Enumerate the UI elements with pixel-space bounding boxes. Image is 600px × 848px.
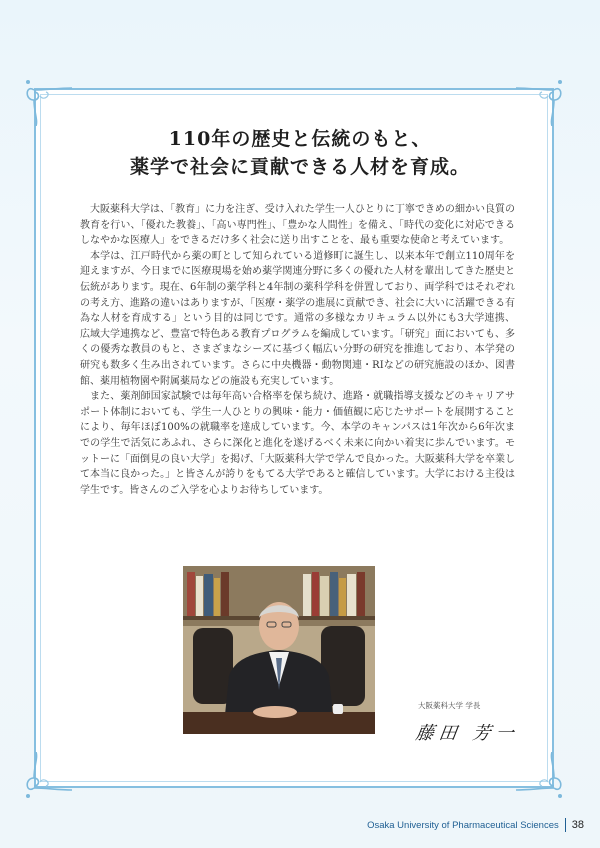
headline-line-2: 薬学で社会に貢献できる人材を育成。 (129, 156, 470, 178)
corner-flourish-icon (516, 72, 570, 126)
footer-divider (565, 818, 566, 832)
body-paragraph: 本学は、江戸時代から薬の町として知られている道修町に誕生し、以来本年で創立110周年を迎えますが、今日までに医療現場を始め薬学関連分野に多くの優れた人材を輩出してきた歴史と伝統があります。現在、6年制の薬学科と4年制の薬科学科を併置しており、両学科ではそれぞれの考え方、進路の違いはありますが、「医療・薬学の進展に貢献でき、社会に大いに活躍できる有為な人材を育成する」という目的は同じです。通常の多様なカリキュラム以外にも3大学連携、広域大学連携など、豊富で特色ある教育プログラムを編成しています。「研究」面においても、多くの優秀な教員のもと、さまざまなシーズに基づく幅広い分野の研究を推進しており、本学発の研究も数多く生み出されています。さらに中央機器・動物関連・RIなどの研究施設のほか、図書館、薬用植物園や附属薬局などの施設も充実しています。 (80, 250, 515, 387)
signature-title: 大阪薬科大学 学長 (418, 701, 481, 710)
corner-flourish-icon (18, 752, 72, 806)
message-body (80, 202, 515, 498)
signature-block (416, 700, 526, 745)
corner-flourish-icon (18, 72, 72, 126)
body-paragraph: 大阪薬科大学は、「教育」に力を注ぎ、受け入れた学生一人ひとりに丁寧できめの細かい良質の教育を行い、「優れた教養」、「高い専門性」、「豊かな人間性」を備え、「時代の変化に対応できるしなやかな医療人」をできるだけ多く社会に送り出すことを、最も重要な使命と考えています。 (80, 204, 515, 247)
corner-flourish-icon (516, 752, 570, 806)
president-portrait-photo (183, 566, 375, 734)
headline-line-1: 110年の歴史と伝統のもと、 (168, 128, 432, 150)
page-footer (367, 818, 584, 832)
page-number: 38 (571, 819, 584, 831)
footer-university-name: Osaka University of Pharmaceutical Sciences (367, 819, 559, 831)
signature-name: 藤田 芳一 (414, 723, 520, 744)
body-paragraph: また、薬剤師国家試験では毎年高い合格率を保ち続け、進路・就職指導支援などのキャリアサポート体制においても、学生一人ひとりの興味・能力・価値観に応じたサポートを展開することにより、毎年ほぼ100%の就職率を達成しています。今、本学のキャンパスは1年次から6年次までの学生で活気にあふれ、さらに深化と進化を遂げるべく未来に向かい着実に歩んでいます。モットーに「面倒見の良い大学」を掲げ、「大阪薬科大学で学んで良かった。大阪薬科大学を卒業して本当に良かった。」と皆さんが誇りをもてる大学であると確信しています。大学における主役は学生です。皆さんのご入学を心よりお待ちしています。 (80, 391, 515, 496)
